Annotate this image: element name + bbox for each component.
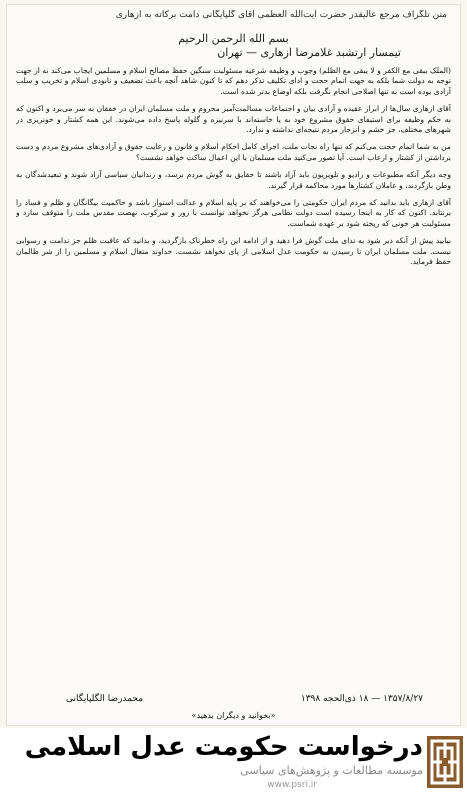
signoff-date: ۱۳۵۷/۸/۲۷ — ۱۸ ذی‌الحجه ۱۳۹۸ <box>300 694 423 704</box>
psri-knot-logo-icon <box>427 736 463 788</box>
body-paragraph: وجه دیگر آنکه مطبوعات و رادیو و تلویزیون باید آزاد باشند تا حقایق به گوش مردم برسد، و زندانیان سیاسی آزاد شوند و تبعیدشدگان به وطن بازگردند، و عاملان کشتارها مورد محاکمه قرار گیرند. <box>16 170 451 190</box>
banner-url: www.psri.ir <box>267 780 317 790</box>
scanned-document <box>6 4 461 726</box>
document-body <box>16 66 451 648</box>
signature: محمدرضا الگلپایگانی <box>66 694 144 704</box>
document-invocation: بسم الله الرحمن الرحیم <box>178 32 289 45</box>
banner-subtitle: موسسه مطالعات و پژوهش‌های سیاسی <box>240 764 423 777</box>
document-salutation: تیمسار ارتشبد غلامرضا ازهاری — تهران <box>217 46 401 59</box>
body-paragraph: (الملک یبقی مع الکفر و لا یبقی مع الظلم) وجوب و وظیفه شرعیه مسئولیت سنگین حفظ مصالح اسلام و مسلمین ایجاب می‌کند نه از جهت توجه به دولت شما بلکه به جهت اتمام حجت و ادای تکلیف تذکر دهم که تا کنون شاهد آنچه باعث تضعیف و نابودی اسلام و تخریب و سلب آزادی بوده است نه تنها اصلاحی انجام نگرفت بلکه اوضاع بدتر شده است. <box>16 66 451 96</box>
document-header: متن تلگراف مرجع عالیقدر حضرت آیت‌الله العظمی آقای گلپایگانی دامت برکاته به ازهاری <box>115 10 447 20</box>
document-signoff <box>66 694 423 704</box>
body-paragraph: آقای ازهاری باید بدانید که مردم ایران حکومتی را می‌خواهند که بر پایه اسلام و عدالت استوار باشد و حاکمیت بیگانگان و ظلم و فساد را برنتابد. اکنون که کار به اینجا رسیده است دولت نظامی هرگز نخواهد توانست با زور و سرکوب، نهضت مقدس ملت را متوقف سازد و مسئولیت هر خونی که ریخته شود بر عهده شماست. <box>16 198 451 228</box>
banner-title: درخواست حکومت عدل اسلامی <box>24 732 423 762</box>
body-paragraph: من به شما اتمام حجت می‌کنم که تنها راه نجات ملت، اجرای کامل احکام اسلام و قانون و رعایت حقوق و آزادی‌های مشروع مردم و دست برداشتن از کشتار و ارعاب است. آیا تصور می‌کنید ملت مسلمان با این اعمال ساکت خواهد نشست؟ <box>16 142 451 162</box>
watermark-banner <box>0 728 467 794</box>
body-paragraph: بیایید پیش از آنکه دیر شود به ندای ملت گوش فرا دهید و از ادامه این راه خطرناک بازگردید، و بدانید که عاقبت ظلم جز ندامت و رسوایی نیست. ملت مسلمان ایران تا رسیدن به حکومت عدل اسلامی از پای نخواهد نشست. خداوند متعال اسلام و مسلمین را از شر ظالمان حفظ فرماید. <box>16 236 451 267</box>
footer-quote: «بخوانید و دیگران بدهید» <box>191 711 276 720</box>
body-paragraph: آقای ازهاری سال‌ها از ابراز عقیده و آزادی بیان و اجتماعات مسالمت‌آمیز محروم و ملت مسلمان ایران در خفقان به سر می‌برد و اکنون که به حکم وظیفه برای استیفای حقوق مشروع خود به پا خاسته‌اند با سرنیزه و گلوله پاسخ داده می‌شوند. این همه کشتار و خونریزی در شهرهای مختلف، جز خشم و انزجار مردم نتیجه‌ای نداشته و ندارد. <box>16 104 451 135</box>
